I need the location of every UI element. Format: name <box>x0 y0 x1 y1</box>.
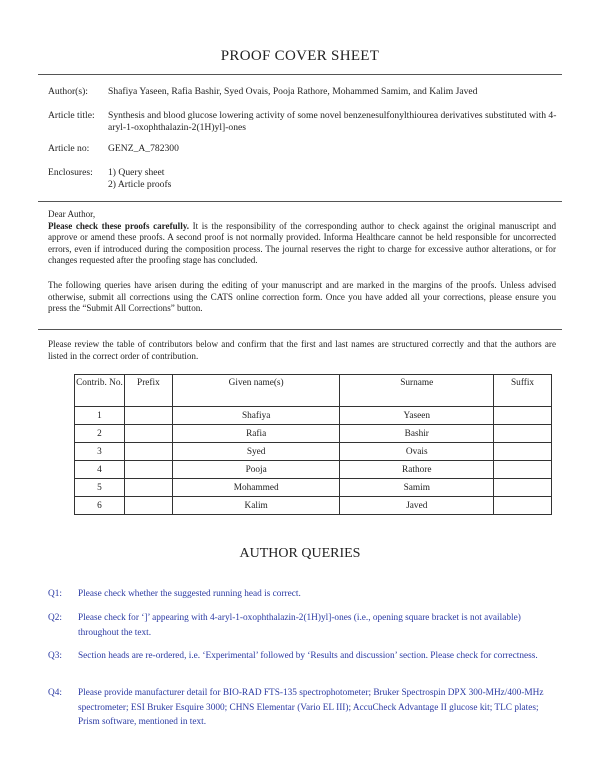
header-contrib-no: Contrib. No. <box>75 375 125 407</box>
header-given-names: Given name(s) <box>172 375 340 407</box>
authors-value: Shafiya Yaseen, Rafia Bashir, Syed Ovais, Pooja Rathore, Mohammed Samim, and Kalim Javed <box>108 86 478 97</box>
cell-suffix <box>494 443 552 461</box>
letter-paragraph-2: The following queries have arisen during the editing of your manuscript and are marked in the margins of the proofs. Unless advised otherwise, submit all corrections using the CATS online correction form. Once you have added all your corrections, please ensure you press the “Submit All Corrections” button. <box>48 280 556 314</box>
cell-given: Kalim <box>172 497 340 515</box>
cell-suffix <box>494 461 552 479</box>
authors-label: Author(s): <box>48 86 88 97</box>
table-header-row <box>75 375 552 407</box>
table-row <box>75 443 552 461</box>
cell-surname: Bashir <box>340 425 494 443</box>
salutation: Dear Author, <box>48 209 96 219</box>
cell-given: Pooja <box>172 461 340 479</box>
table-row <box>75 461 552 479</box>
cell-no: 5 <box>75 479 125 497</box>
letter-paragraph-1 <box>48 209 556 267</box>
query-text: Please check for ‘]’ appearing with 4-aryl-1-oxophthalazin-2(1H)yl]-ones (i.e., opening square bracket is not available) throughout the text. <box>78 613 521 638</box>
article-no-value: GENZ_A_782300 <box>108 143 179 154</box>
enclosure-item: 2) Article proofs <box>108 178 172 190</box>
divider-bottom <box>38 329 562 330</box>
cell-suffix <box>494 497 552 515</box>
cell-prefix <box>124 497 172 515</box>
article-title-label: Article title: <box>48 110 95 121</box>
query-number: Q4: <box>48 688 62 698</box>
cell-suffix <box>494 407 552 425</box>
cell-prefix <box>124 407 172 425</box>
cell-suffix <box>494 425 552 443</box>
cell-given: Shafiya <box>172 407 340 425</box>
cell-surname: Rathore <box>340 461 494 479</box>
cell-prefix <box>124 461 172 479</box>
check-proofs-bold: Please check these proofs carefully. <box>48 220 190 231</box>
cell-suffix <box>494 479 552 497</box>
divider-top <box>38 74 562 75</box>
table-row <box>75 479 552 497</box>
cell-no: 4 <box>75 461 125 479</box>
page-title: PROOF COVER SHEET <box>220 48 380 64</box>
query-text: Section heads are re-ordered, i.e. ‘Experimental’ followed by ‘Results and discussion’ section. Please check for correctness. <box>78 651 538 661</box>
cell-surname: Javed <box>340 497 494 515</box>
cell-no: 2 <box>75 425 125 443</box>
table-row <box>75 497 552 515</box>
query-number: Q3: <box>48 651 62 661</box>
cell-surname: Samim <box>340 479 494 497</box>
article-title-value: Synthesis and blood glucose lowering activity of some novel benzenesulfonylthiourea derivatives substituted with 4-aryl-1-oxophthalazin-2(1H)yl]-ones <box>108 110 557 133</box>
cell-given: Rafia <box>172 425 340 443</box>
query-number: Q1: <box>48 589 62 599</box>
cell-prefix <box>124 443 172 461</box>
cell-no: 6 <box>75 497 125 515</box>
cell-prefix <box>124 479 172 497</box>
author-queries-title: AUTHOR QUERIES <box>239 546 361 561</box>
table-row <box>75 425 552 443</box>
query-number: Q2: <box>48 613 62 623</box>
cell-given: Mohammed <box>172 479 340 497</box>
table-row <box>75 407 552 425</box>
header-suffix: Suffix <box>494 375 552 407</box>
query-text: Please check whether the suggested running head is correct. <box>78 589 301 599</box>
cell-no: 3 <box>75 443 125 461</box>
cell-surname: Yaseen <box>340 407 494 425</box>
letter-paragraph-3: Please review the table of contributors below and confirm that the first and last names are structured correctly and that the authors are listed in the correct order of contribution. <box>48 339 556 361</box>
enclosures-value <box>108 167 558 190</box>
cell-surname: Ovais <box>340 443 494 461</box>
article-no-label: Article no: <box>48 143 90 154</box>
cell-given: Syed <box>172 443 340 461</box>
enclosures-label: Enclosures: <box>48 167 93 178</box>
query-text: Please provide manufacturer detail for BIO-RAD FTS-135 spectrophotometer; Bruker Spectrospin DPX 300-MHz/400-MHz spectrometer; ESI Bruker Esquire 3000; CHNS Elementar (Vario EL III); AccuCheck Advantage II glucose kit; TLC plates; Prism software, mentioned in text. <box>78 688 544 727</box>
enclosure-item: 1) Query sheet <box>108 167 165 178</box>
cell-prefix <box>124 425 172 443</box>
header-prefix: Prefix <box>124 375 172 407</box>
contributors-table <box>74 374 552 515</box>
letter-body: It is the responsibility of the corresponding author to check against the original manuscript and approve or amend these proofs. A second proof is not normally provided. Informa Healthcare cannot be held responsible for uncorrected errors, even if introduced during the composition process. The journal reserves the right to charge for excessive author alterations, or for changes requested after the proofing stage has concluded. <box>48 220 556 266</box>
cell-no: 1 <box>75 407 125 425</box>
header-surname: Surname <box>340 375 494 407</box>
divider-middle <box>38 201 562 202</box>
